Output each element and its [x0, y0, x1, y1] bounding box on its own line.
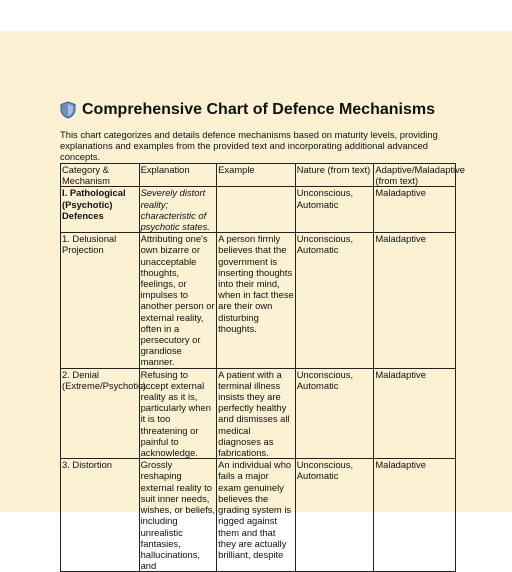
table-header-row [61, 164, 456, 187]
cell-explanation: Grossly reshaping external reality to suit inner needs, wishes, or beliefs, including unrealistic fantasies, hallucinations, and [140, 459, 216, 572]
cell-explanation: Severely distort reality; characteristic of psychotic states. [139, 187, 217, 233]
cell-adaptive: Maladaptive [374, 368, 456, 459]
header-explanation: Explanation [139, 164, 217, 187]
page-title [60, 101, 435, 119]
header-adaptive: Adaptive/Maladaptive (from text) [375, 164, 465, 187]
intro-paragraph: This chart categorizes and details defence mechanisms based on maturity levels, providing explanations and examples from the provided text and incorporating additional advanced concepts. [60, 129, 438, 162]
cell-explanation: Attributing one's own bizarre or unacceptable thoughts, feelings, or impulses to another person or external reality, often in a persecutory or grandiose manner. [139, 233, 217, 368]
table-row [61, 368, 456, 459]
cell-explanation: Refusing to accept external reality as it is, particularly when it is too threatening or painful to acknowledge. [139, 368, 217, 459]
table-row [61, 459, 456, 572]
cell-adaptive: Maladaptive [374, 233, 456, 368]
shield-icon [60, 101, 76, 119]
cell-example [217, 187, 296, 233]
cell-example: A patient with a terminal illness insists they are perfectly healthy and dismisses all medical diagnoses as fabrications. [217, 368, 296, 459]
document-page [0, 31, 512, 572]
cell-nature: Unconscious, Automatic [295, 187, 374, 233]
cell-example: An individual who fails a major exam genuinely believes the grading system is rigged against them and that they are actually brilliant, despite [217, 459, 296, 572]
cell-example: A person firmly believes that the government is inserting thoughts into their mind, when in fact these are their own disturbing thoughts. [217, 233, 296, 368]
title-text: Comprehensive Chart of Defence Mechanisms [82, 101, 435, 118]
table-row [61, 233, 456, 368]
cell-category: 1. Delusional Projection [61, 233, 140, 368]
defence-mechanisms-table [60, 163, 465, 572]
header-nature: Nature (from text) [295, 164, 374, 187]
cell-category: 2. Denial (Extreme/Psychotic) [61, 368, 140, 459]
header-example: Example [217, 164, 296, 187]
header-category: Category & Mechanism [61, 164, 140, 187]
cell-nature: Unconscious, Automatic [295, 459, 374, 572]
cell-adaptive: Maladaptive [374, 459, 456, 572]
table-row [61, 187, 456, 233]
cell-category: 3. Distortion [61, 459, 140, 572]
cell-nature: Unconscious, Automatic [295, 368, 374, 459]
cell-category: I. Pathological (Psychotic) Defences [61, 187, 140, 233]
cell-nature: Unconscious, Automatic [295, 233, 374, 368]
cell-adaptive: Maladaptive [374, 187, 456, 233]
